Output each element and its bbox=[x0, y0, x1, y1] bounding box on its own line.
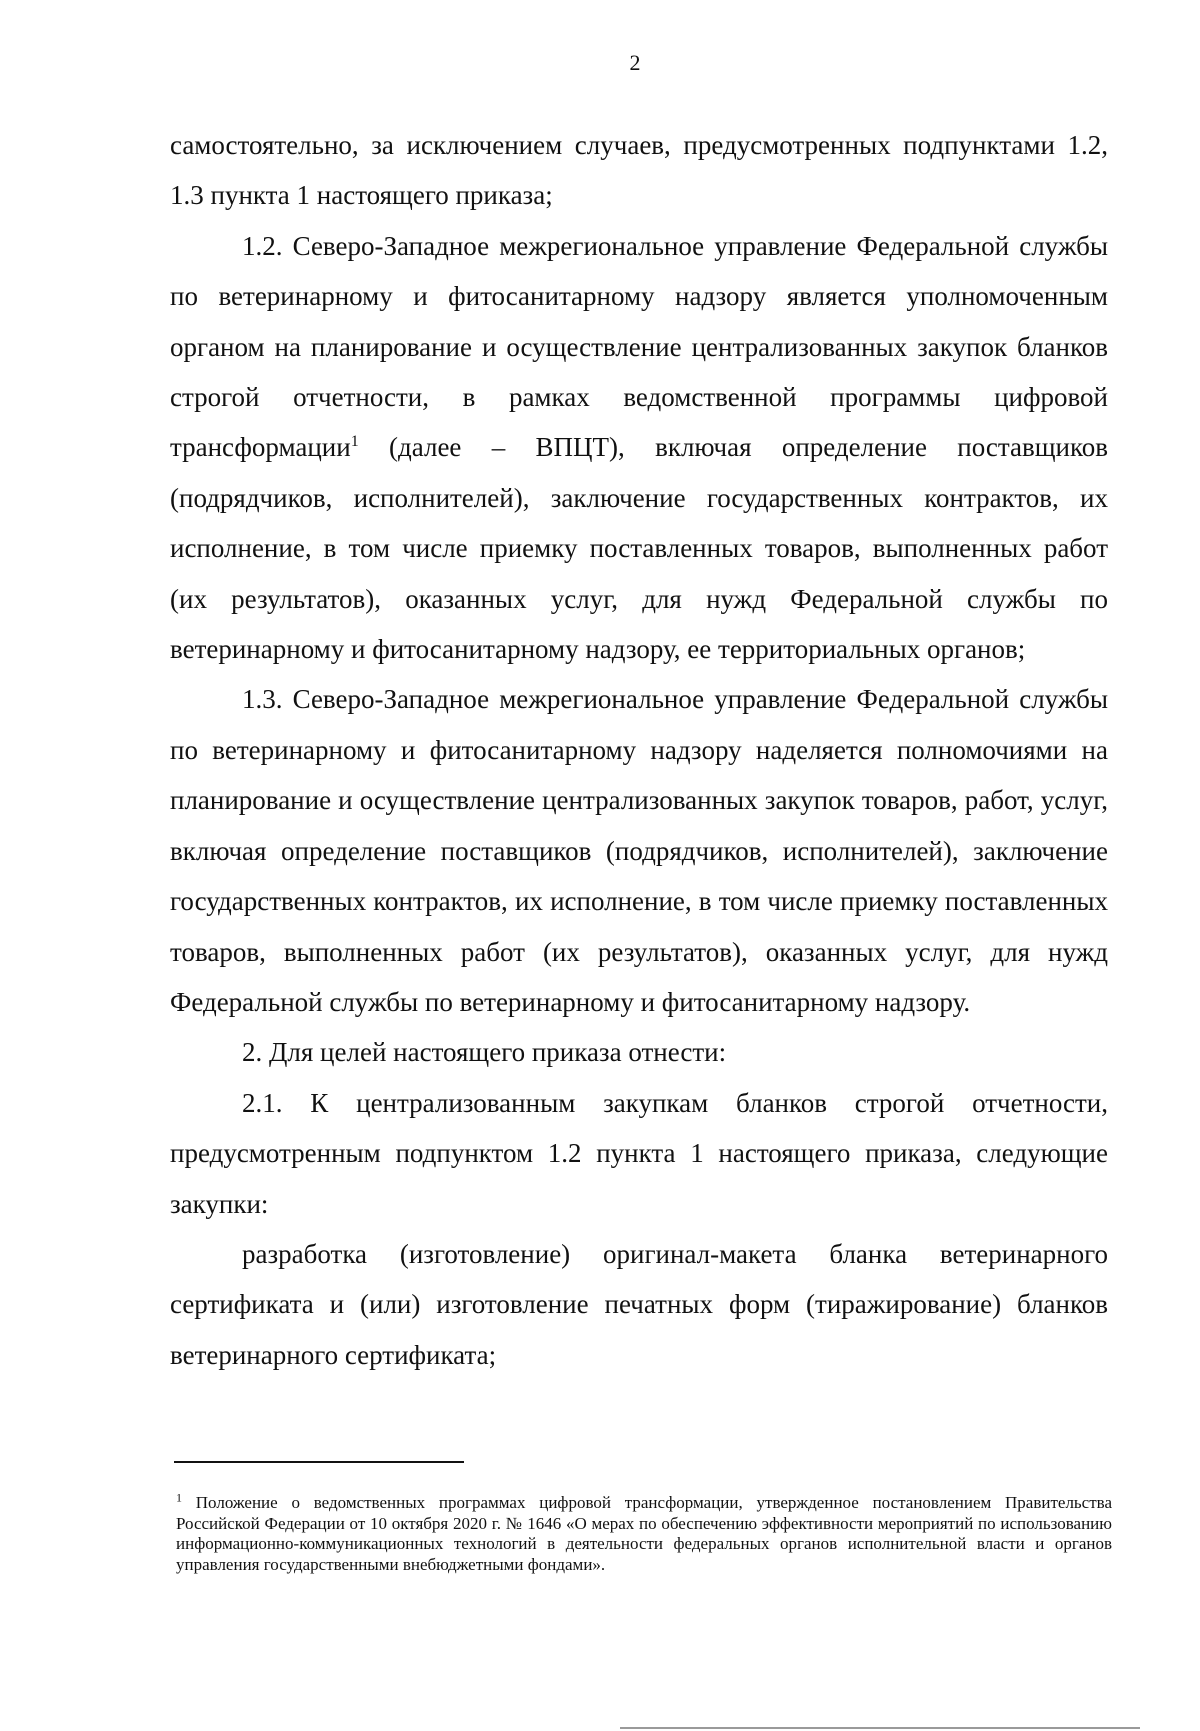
paragraph-2-1: 2.1. К централизованным закупкам бланков строгой отчетности, предусмотренным подпунктом 1.2 пункта 1 настоящего приказа, следующие закупки: bbox=[170, 1087, 1108, 1219]
document-body bbox=[170, 120, 1108, 1380]
paragraph-1-3: 1.3. Северо-Западное межрегиональное управление Федеральной службы по ветеринарному и фитосанитарному надзору наделяется полномочиями на планирование и осуществление централизованных закупок товаров, работ, услуг, включая определение поставщиков (подрядчиков, исполнителей), заключение государственных контрактов, их исполнение, в том числе приемку поставленных товаров, выполненных работ (их результатов), оказанных услуг, для нужд Федеральной службы по ветеринарному и фитосанитарному надзору. bbox=[170, 684, 1108, 1017]
footnote-text: Положение о ведомственных программах цифровой трансформации, утвержденное постановлением Правительства Российской Федерации от 10 октября 2020 г. № 1646 «О мерах по обеспечению эффективности мероприятий по использованию информационно-коммуникационных технологий в деятельности федеральных органов исполнительной власти и органов управления государственными внебюджетными фондами». bbox=[176, 1493, 1112, 1574]
footnote-separator bbox=[174, 1461, 464, 1463]
paragraph-1-2-text-continued: (далее – ВПЦТ), включая определение поставщиков (подрядчиков, исполнителей), заключение государственных контрактов, их исполнение, в том числе приемку поставленных товаров, выполненных работ (их результатов), оказанных услуг, для нужд Федеральной службы по ветеринарному и фитосанитарному надзору, ее территориальных органов; bbox=[170, 432, 1109, 665]
footnote bbox=[176, 1490, 1112, 1575]
scan-edge-line bbox=[620, 1727, 1140, 1729]
footnote-reference: 1 bbox=[350, 433, 359, 451]
paragraph-continuation: самостоятельно, за исключением случаев, предусмотренных подпунктами 1.2, 1.3 пункта 1 настоящего приказа; bbox=[170, 130, 1108, 211]
page-number: 2 bbox=[629, 50, 641, 75]
paragraph-1-2 bbox=[170, 221, 1108, 675]
paragraph-2: 2. Для целей настоящего приказа отнести: bbox=[242, 1037, 727, 1068]
footnote-mark: 1 bbox=[176, 1490, 182, 1505]
paragraph-2-1-item: разработка (изготовление) оригинал-макета бланка ветеринарного сертификата и (или) изготовление печатных форм (тиражирование) бланков ветеринарного сертификата; bbox=[170, 1238, 1108, 1370]
paragraph-1-2-text: 1.2. Северо-Западное межрегиональное управление Федеральной службы по ветеринарному и фитосанитарному надзору является уполномоченным органом на планирование и осуществление централизованных закупок бланков строгой отчетности, в рамках ведомственной программы цифровой трансформации bbox=[170, 230, 1108, 463]
